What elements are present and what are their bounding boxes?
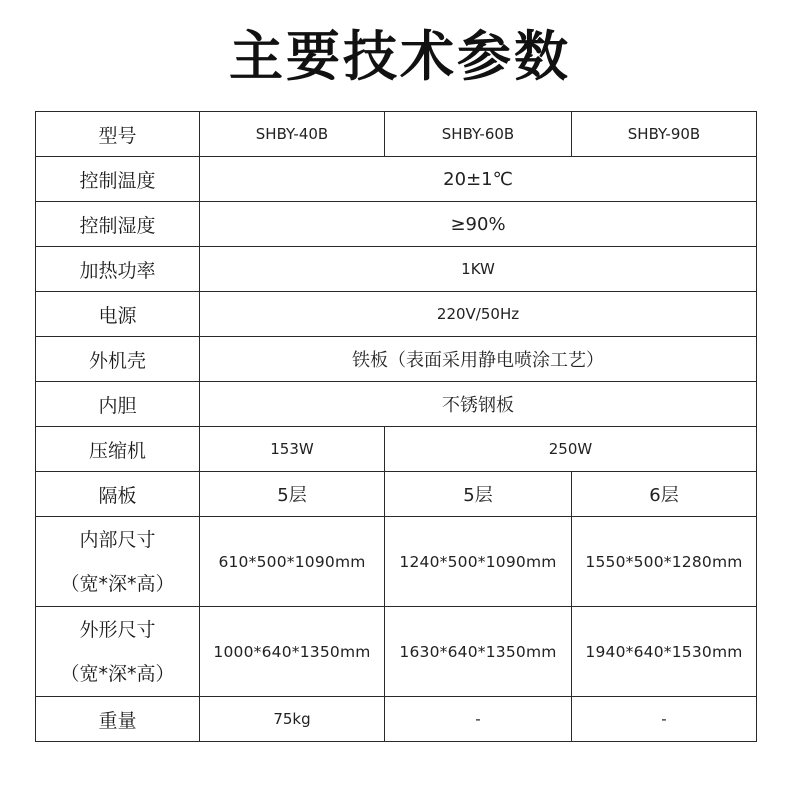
weight-value-90b: - xyxy=(572,697,757,742)
table-row-shelves xyxy=(36,472,757,517)
compressor-label: 压缩机 xyxy=(36,427,200,472)
table-row-humidity xyxy=(36,202,757,247)
table-row-heating-power xyxy=(36,247,757,292)
weight-value-40b: 75kg xyxy=(200,697,385,742)
power-supply-value: 220V/50Hz xyxy=(200,292,757,337)
model-value-90b: SHBY-90B xyxy=(572,112,757,157)
liner-value: 不锈钢板 xyxy=(200,382,757,427)
model-label: 型号 xyxy=(36,112,200,157)
outer-size-value-40b: 1000*640*1350mm xyxy=(200,607,385,697)
heating-power-value: 1KW xyxy=(200,247,757,292)
inner-size-label-line2: （宽*深*高） xyxy=(60,572,175,595)
inner-size-label xyxy=(36,517,200,607)
inner-size-value-60b: 1240*500*1090mm xyxy=(385,517,572,607)
shelves-label: 隔板 xyxy=(36,472,200,517)
table-row-inner-size xyxy=(36,517,757,607)
page-title: 主要技术参数 xyxy=(229,25,571,88)
table-row-power-supply xyxy=(36,292,757,337)
heating-power-label: 加热功率 xyxy=(36,247,200,292)
shelves-value-90b: 6层 xyxy=(572,472,757,517)
humidity-label: 控制湿度 xyxy=(36,202,200,247)
table-row-model xyxy=(36,112,757,157)
model-value-60b: SHBY-60B xyxy=(385,112,572,157)
inner-size-value-40b: 610*500*1090mm xyxy=(200,517,385,607)
compressor-value-60b-90b: 250W xyxy=(385,427,757,472)
outer-size-label xyxy=(36,607,200,697)
weight-value-60b: - xyxy=(385,697,572,742)
shelves-value-40b: 5层 xyxy=(200,472,385,517)
compressor-value-40b: 153W xyxy=(200,427,385,472)
outer-size-value-90b: 1940*640*1530mm xyxy=(572,607,757,697)
temperature-label: 控制温度 xyxy=(36,157,200,202)
power-supply-label: 电源 xyxy=(36,292,200,337)
table-row-weight xyxy=(36,697,757,742)
table-row-compressor xyxy=(36,427,757,472)
outer-size-value-60b: 1630*640*1350mm xyxy=(385,607,572,697)
table-row-temperature xyxy=(36,157,757,202)
humidity-value: ≥90% xyxy=(200,202,757,247)
table-row-casing xyxy=(36,337,757,382)
model-value-40b: SHBY-40B xyxy=(200,112,385,157)
inner-size-value-90b: 1550*500*1280mm xyxy=(572,517,757,607)
temperature-value: 20±1℃ xyxy=(200,157,757,202)
table-row-outer-size xyxy=(36,607,757,697)
liner-label: 内胆 xyxy=(36,382,200,427)
spec-table xyxy=(35,111,757,742)
casing-value: 铁板（表面采用静电喷涂工艺） xyxy=(200,337,757,382)
outer-size-label-line2: （宽*深*高） xyxy=(60,662,175,685)
weight-label: 重量 xyxy=(36,697,200,742)
outer-size-label-line1: 外形尺寸 xyxy=(79,618,156,641)
inner-size-label-line1: 内部尺寸 xyxy=(79,528,156,551)
casing-label: 外机壳 xyxy=(36,337,200,382)
table-row-liner xyxy=(36,382,757,427)
shelves-value-60b: 5层 xyxy=(385,472,572,517)
